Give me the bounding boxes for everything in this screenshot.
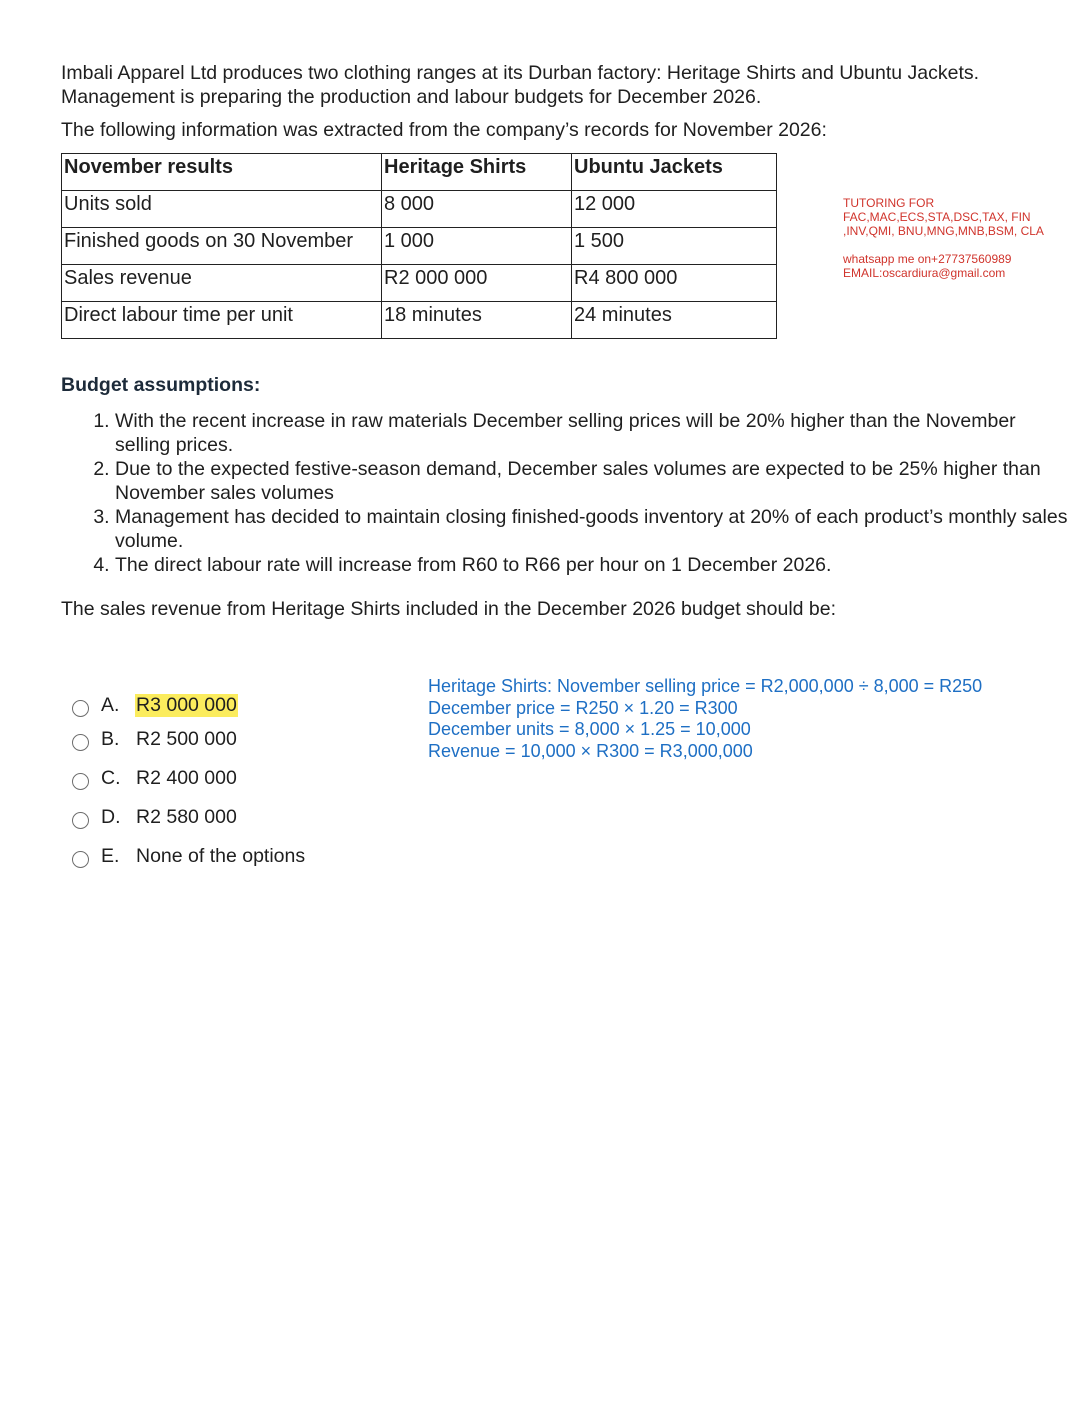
radio-button[interactable] xyxy=(72,773,89,790)
option-text: R2 580 000 xyxy=(136,806,237,828)
table-cell: Direct labour time per unit xyxy=(62,302,382,339)
radio-button[interactable] xyxy=(72,734,89,751)
table-cell: Sales revenue xyxy=(62,265,382,302)
table-cell: R2 000 000 xyxy=(382,265,572,302)
assumptions-list xyxy=(61,409,1075,577)
option-letter: B. xyxy=(101,728,120,750)
promo-line: TUTORING FOR xyxy=(843,196,935,210)
question-text: The sales revenue from Heritage Shirts included in the December 2026 budget should be: xyxy=(61,598,837,620)
option-letter: E. xyxy=(101,845,120,867)
table-cell: Units sold xyxy=(62,191,382,228)
table-header-row xyxy=(62,154,777,191)
working-line: December price = R250 × 1.20 = R300 xyxy=(428,697,738,718)
assumptions-title: Budget assumptions: xyxy=(61,374,261,396)
assumption-item: 3. Management has decided to maintain closing finished-goods inventory at 20% of each product’s monthly sales volume. xyxy=(115,505,1075,553)
table-cell: 18 minutes xyxy=(382,302,572,339)
promo-spacer xyxy=(843,238,1044,252)
table-cell: Finished goods on 30 November xyxy=(62,228,382,265)
promo-email: EMAIL:oscardiura@gmail.com xyxy=(843,266,1006,280)
table-header-cell: Heritage Shirts xyxy=(382,154,572,191)
table-row xyxy=(62,265,777,302)
radio-button[interactable] xyxy=(72,812,89,829)
table-cell: 1 500 xyxy=(572,228,777,265)
intro-paragraph xyxy=(61,61,1021,109)
option-text: R2 500 000 xyxy=(136,728,237,750)
table-cell: 1 000 xyxy=(382,228,572,265)
option-text-highlighted: R3 000 000 xyxy=(136,694,237,716)
table-row xyxy=(62,228,777,265)
radio-button[interactable] xyxy=(72,851,89,868)
option-text: R2 400 000 xyxy=(136,767,237,789)
table-cell: 12 000 xyxy=(572,191,777,228)
table-cell: R4 800 000 xyxy=(572,265,777,302)
assumption-item: 1. With the recent increase in raw materials December selling prices will be 20% higher than the November selling prices. xyxy=(115,409,1075,457)
table-header-cell: Ubuntu Jackets xyxy=(572,154,777,191)
table-cell: 24 minutes xyxy=(572,302,777,339)
lead-sentence: The following information was extracted from the company’s records for November 2026: xyxy=(61,119,827,141)
promo-line: ,INV,QMI, BNU,MNG,MNB,BSM, CLA xyxy=(843,224,1044,238)
promo-line: FAC,MAC,ECS,STA,DSC,TAX, FIN xyxy=(843,210,1031,224)
november-results-table xyxy=(61,153,777,339)
intro-line-1: Imbali Apparel Ltd produces two clothing ranges at its Durban factory: Heritage Shirts and Ubuntu Jackets. xyxy=(61,62,980,84)
table-header-cell: November results xyxy=(62,154,382,191)
radio-button[interactable] xyxy=(72,700,89,717)
working-line: Revenue = 10,000 × R300 = R3,000,000 xyxy=(428,740,753,761)
promo-whatsapp: whatsapp me on+27737560989 xyxy=(843,252,1012,266)
solution-working xyxy=(428,676,982,762)
working-line: Heritage Shirts: November selling price = R2,000,000 ÷ 8,000 = R250 xyxy=(428,676,983,696)
table-cell: 8 000 xyxy=(382,191,572,228)
table-row xyxy=(62,191,777,228)
intro-line-2: Management is preparing the production and labour budgets for December 2026. xyxy=(61,86,762,108)
option-letter: C. xyxy=(101,767,121,789)
option-text: None of the options xyxy=(136,845,306,867)
table-row xyxy=(62,302,777,339)
option-letter: A. xyxy=(101,694,120,716)
working-line: December units = 8,000 × 1.25 = 10,000 xyxy=(428,719,751,739)
option-letter: D. xyxy=(101,806,121,828)
tutoring-watermark xyxy=(843,196,1044,280)
assumption-item: 2. Due to the expected festive-season demand, December sales volumes are expected to be 25% higher than November sales volumes xyxy=(115,457,1075,505)
assumption-item: 4. The direct labour rate will increase from R60 to R66 per hour on 1 December 2026. xyxy=(115,553,1075,577)
